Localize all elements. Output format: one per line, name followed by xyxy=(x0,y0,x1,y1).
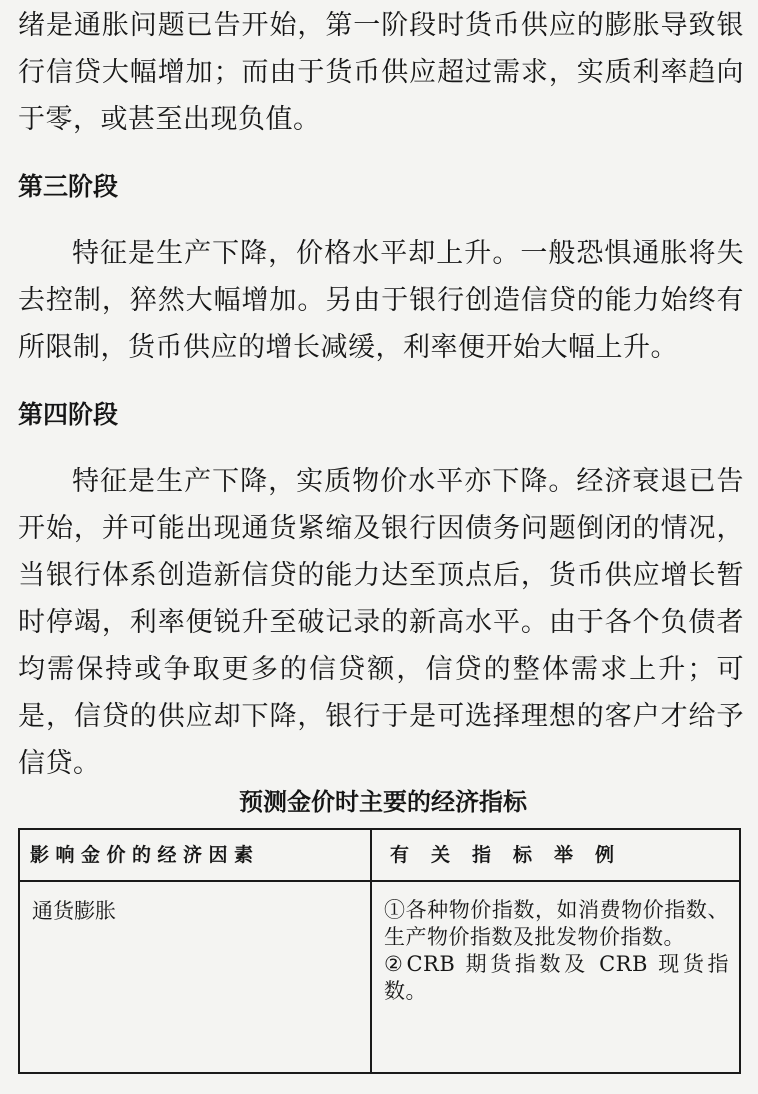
header-indicator-examples: 有关指标举例 xyxy=(390,844,637,866)
table-header-row xyxy=(20,830,739,882)
table-cell-factor: 通货膨胀 xyxy=(32,899,116,923)
heading-stage-three: 第三阶段 xyxy=(18,172,119,201)
paragraph-stage-four: 特征是生产下降，实质物价水平亦下降。经济衰退已告开始，并可能出现通货紧缩及银行因债务问题倒闭的情况，当银行体系创造新信贷的能力达至顶点后，货币供应增长暂时停竭，利率便锐升至破记录的新高水平。由于各个负债者均需保持或争取更多的信贷额，信贷的整体需求上升；可是，信贷的供应却下降，银行于是可选择理想的客户才给予信贷。 xyxy=(18,466,744,779)
paragraph-stage-two-continuation: 绪是通胀问题已告开始，第一阶段时货币供应的膨胀导致银行信贷大幅增加；而由于货币供应超过需求，实质利率趋向于零，或甚至出现负值。 xyxy=(18,10,744,135)
paragraph-stage-three: 特征是生产下降，价格水平却上升。一般恐惧通胀将失去控制，猝然大幅增加。另由于银行创造信贷的能力始终有所限制，货币供应的增长减缓，利率便开始大幅上升。 xyxy=(18,238,744,363)
table-cell-indicators xyxy=(384,897,729,1005)
column-divider xyxy=(370,830,372,1072)
heading-stage-four: 第四阶段 xyxy=(18,400,119,429)
header-economic-factor: 影响金价的经济因素 xyxy=(30,844,260,866)
indicator-price-indices: ①各种物价指数，如消费物价指数、生产物价指数及批发物价指数。 xyxy=(384,898,729,949)
economic-indicators-table xyxy=(18,828,741,1074)
indicator-crb-indices: ②CRB 期货指数及 CRB 现货指数。 xyxy=(384,952,729,1003)
table-title: 预测金价时主要的经济指标 xyxy=(239,788,527,816)
